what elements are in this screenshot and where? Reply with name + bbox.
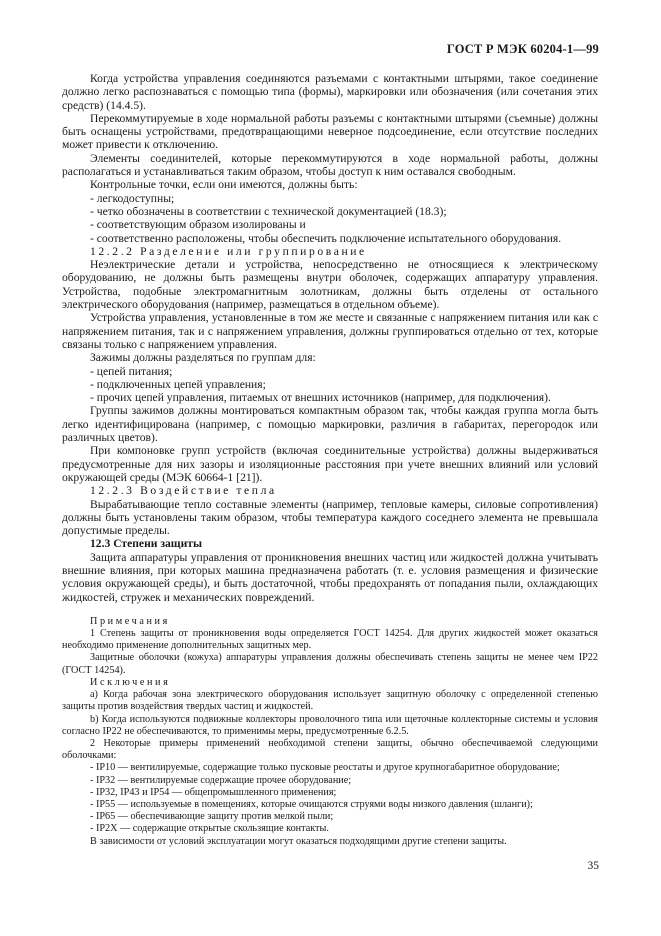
paragraphs-paragraph: - соответственно расположены, чтобы обеспечить подключение испытательного оборудования. — [90, 231, 562, 245]
page-number: 35 — [587, 860, 599, 872]
paragraphs-paragraph: - прочих цепей управления, питаемых от внешних источников (например, для подключения). — [90, 391, 551, 405]
body-text — [62, 72, 598, 848]
notes-paragraph: - IP55 — используемые в помещениях, которые очищаются струями воды низкого давления (шланги); — [90, 798, 533, 810]
paragraphs-paragraph: - четко обозначены в соответствии с технической документацией (18.3); — [90, 204, 447, 218]
running-header: ГОСТ Р МЭК 60204-1—99 — [446, 42, 599, 56]
notes-block — [62, 616, 598, 848]
notes-paragraph: a) Когда рабочая зона электрического оборудования использует защитную оболочку с определенной степенью защиты против воздействия твердых частиц и жидкостей. — [62, 689, 598, 713]
notes-paragraph: Исключения — [90, 676, 171, 688]
notes-paragraph: Защитные оболочки (кожуха) аппаратуры управления должны обеспечивать степень защиты не менее чем IP22 (ГОСТ 14254). — [62, 652, 598, 676]
paragraphs-paragraph: Зажимы должны разделяться по группам для: — [90, 351, 316, 365]
notes-paragraph: Примечания — [90, 615, 170, 627]
paragraph-list — [62, 72, 598, 604]
paragraphs-paragraph: Неэлектрические детали и устройства, непосредственно не относящиеся к электрическому оборудованию, не должны быть размещены внутри оболочек, содержащих аппаратуру управления. Устройства, подобные электромагнитным золотникам, должны быть отделены от остального электрического оборудования (например, размещаться в отдельном объеме). — [62, 258, 598, 312]
paragraphs-paragraph: При компоновке групп устройств (включая соединительные устройства) должны выдерживаться предусмотренные для них зазоры и изоляционные расстояния при учете внешних влияний или условий окружающей среды (МЭК 60664-1 [21]). — [62, 444, 598, 484]
paragraphs-paragraph: 12.2.2 Разделение или группирование — [90, 244, 367, 258]
notes-paragraph: В зависимости от условий эксплуатации могут оказаться подходящими другие степени защиты. — [90, 835, 507, 847]
paragraphs-paragraph: Контрольные точки, если они имеются, должны быть: — [90, 178, 358, 192]
paragraphs-paragraph: Перекоммутируемые в ходе нормальной работы разъемы с контактными штырями (съемные) должны быть оснащены устройствами, предотвращающими неверное подсоединение, если отсутствие последних может привести к отключению. — [62, 111, 598, 152]
paragraphs-paragraph: - соответствующим образом изолированы и — [90, 218, 306, 232]
paragraphs-paragraph: Когда устройства управления соединяются разъемами с контактными штырями, такое соединение должно легко распознаваться с помощью типа (формы), маркировки или обозначения (или сочетания этих средств) (14.4.5). — [62, 72, 598, 112]
notes-paragraph: 1 Степень защиты от проникновения воды определяется ГОСТ 14254. Для других жидкостей может оказаться необходимо применение дополнительных защитных мер. — [62, 628, 598, 652]
notes-paragraph: - IP32, IP43 и IP54 — общепромышленного применения; — [90, 786, 337, 798]
paragraphs-paragraph: Группы зажимов должны монтироваться компактным образом так, чтобы каждая группа могла быть легко идентифицирована (например, с помощью маркировки, различия в габаритах, перегородок или различных цветов). — [62, 404, 598, 445]
paragraphs-paragraph: Защита аппаратуры управления от проникновения внешних частиц или жидкостей должна учитывать внешние влияния, при которых машина предназначена работать (т. е. условия размещения и физические условия окружающей среды), и быть достаточной, чтобы предохранять от попадания пыли, охлаждающих жидкостей, стружек и механических повреждений. — [62, 550, 598, 604]
notes-paragraph: b) Когда используются подвижные коллекторы проволочного типа или щеточные коллекторные системы и условия согласно IP22 не обеспечиваются, то применимы меры, предусмотренные 6.2.5. — [62, 713, 598, 737]
notes-paragraph: - IP2X — содержащие открытые скользящие контакты. — [90, 823, 329, 835]
paragraphs-paragraph: - цепей питания; — [90, 364, 173, 378]
paragraphs-paragraph: Элементы соединителей, которые перекоммутируются в ходе нормальной работы, должны располагаться и устанавливаться таким образом, чтобы доступ к ним оставался свободным. — [62, 151, 598, 179]
notes-paragraph: 2 Некоторые примеры применений необходимой степени защиты, обычно обеспечиваемой следующими оболочками: — [62, 737, 598, 762]
paragraphs-paragraph: - подключенных цепей управления; — [90, 377, 266, 391]
notes-paragraph: - IP10 — вентилируемые, содержащие только пусковые реостаты и другое крупногабаритное оборудование; — [90, 762, 560, 774]
paragraphs-paragraph: Вырабатывающие тепло составные элементы (например, тепловые камеры, силовые сопротивления) должны быть установлены таким образом, чтобы температура каждого соседнего элемента не превышала допустимые пределы. — [62, 497, 598, 538]
paragraphs-paragraph: - легкодоступны; — [90, 191, 175, 205]
paragraphs-paragraph: 12.2.3 Воздействие тепла — [90, 484, 277, 498]
paragraphs-paragraph: Устройства управления, установленные в том же месте и связанные с напряжением питания или как с напряжением питания, так и с напряжением управления, должны группироваться отдельно от тех, которые связаны только с напряжением управления. — [62, 311, 598, 351]
notes-paragraph: - IP32 — вентилируемые содержащие прочее оборудование; — [90, 774, 352, 786]
paragraphs-paragraph: 12.3 Степени защиты — [90, 537, 203, 551]
notes-paragraph: - IP65 — обеспечивающие защиту против мелкой пыли; — [90, 811, 334, 823]
